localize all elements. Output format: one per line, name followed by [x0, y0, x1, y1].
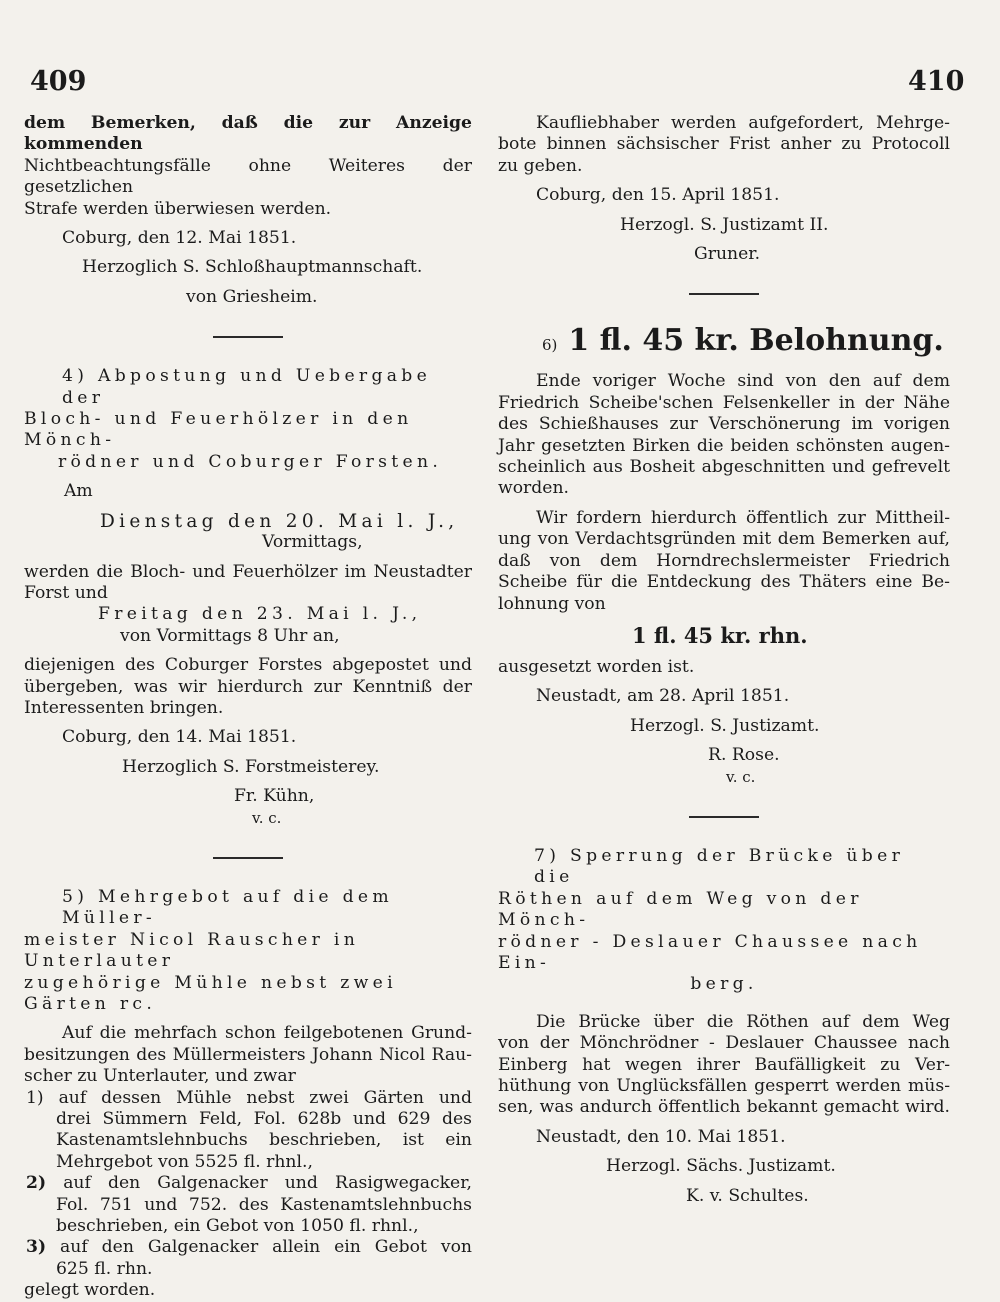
section-heading: rödner und Coburger Forsten. [58, 451, 443, 472]
text-line: hüthung von Unglücksfällen gesperrt werden müs- [498, 1076, 950, 1096]
section-heading: Röthen auf dem Weg von der Mönch- [498, 888, 863, 931]
left-column [24, 113, 472, 1302]
list-item: 2) auf den Galgenacker und Rasigwegacker, Fol. 751 und 752. des Kastenamtslehnbuchs beschrieben, ein Gebot von 1050 fl. rhnl., [26, 1173, 472, 1237]
signature-line: K. v. Schultes. [686, 1185, 809, 1206]
text-line: werden die Bloch- und Feuerhölzer im Neustadter [24, 561, 472, 582]
text-line: ausgesetzt worden ist. [498, 656, 695, 677]
authority-line: Herzogl. S. Justizamt. [630, 715, 820, 736]
text-line: Jahr gesetzten Birken die beiden schönsten augen- [498, 435, 950, 456]
text-line: Auf die mehrfach schon feilgebotenen Grund- [62, 1023, 472, 1044]
vc-mark: v. c. [252, 808, 282, 827]
date-line: Coburg, den 12. Mai 1851. [62, 228, 297, 249]
text-line: des Schießhauses zur Verschönerung im vorigen [498, 414, 950, 435]
text-line: Einberg hat wegen ihrer Baufälligkeit zu Ver- [498, 1054, 950, 1075]
text-line: Kaufliebhaber werden aufgefordert, Mehrge- [536, 113, 950, 133]
text-line: Friedrich Scheibe'schen Felsenkeller in der Nähe [498, 392, 950, 413]
section-heading: rödner - Deslauer Chaussee nach Ein- [498, 931, 922, 973]
section-heading: 5) Mehrgebot auf die dem Müller- [62, 886, 394, 929]
date-heading: Freitag den 23. Mai l. J., [98, 604, 422, 625]
text-line: Ende voriger Woche sind von den auf dem [536, 371, 950, 392]
date-line: Coburg, den 14. Mai 1851. [62, 727, 297, 748]
text-line: Die Brücke über die Röthen auf dem Weg [536, 1011, 950, 1032]
text-line: Wir fordern hierdurch öffentlich zur Mittheil- [536, 507, 950, 528]
text-line: besitzungen des Müllermeisters Johann Nicol Rau- [24, 1044, 472, 1065]
authority-line: Herzoglich S. Forstmeisterey. [122, 756, 380, 777]
text-line: diejenigen des Coburger Forstes abgepostet und [24, 655, 472, 676]
text-line: Scheibe für die Entdeckung des Thäters eine Be- [498, 572, 950, 593]
signature-line: von Griesheim. [186, 286, 318, 307]
text-line: gelegt worden. [24, 1280, 156, 1301]
signature-line: Gruner. [694, 244, 761, 265]
signature-line: Fr. Kühn, [234, 786, 315, 807]
text-line: Forst und [24, 582, 108, 603]
text-line: ung von Verdachtsgründen mit dem Bemerken auf, [498, 529, 950, 550]
right-column [498, 113, 950, 1207]
reward-amount: 1 fl. 45 kr. rhn. [632, 622, 808, 648]
section-heading: 7) Sperrung der Brücke über die [534, 845, 905, 888]
text-line: scheinlich aus Bosheit abgeschnitten und gefrevelt [498, 457, 950, 478]
date-heading: Dienstag den 20. Mai l. J., [100, 510, 459, 532]
date-line: Coburg, den 15. April 1851. [536, 185, 780, 206]
text-line: übergeben, was wir hierdurch zur Kenntniß der [24, 676, 472, 697]
section-heading: zugehörige Mühle nebst zwei Gärten rc. [24, 972, 397, 1014]
text-line: von Vormittags 8 Uhr an, [120, 625, 340, 646]
text-line: daß von dem Horndrechslermeister Friedrich [498, 550, 950, 571]
section-heading: Bloch- und Feuerhölzer in den Mönch- [24, 409, 413, 451]
section-heading: berg. [690, 974, 758, 995]
text-line: Am [64, 481, 93, 502]
text-line: Nichtbeachtungsfälle ohne Weiteres der gesetzlichen [24, 155, 472, 198]
section-heading: 4) Abpostung und Uebergabe der [62, 366, 432, 408]
vc-mark: v. c. [726, 767, 756, 786]
text-line: Vormittags, [262, 532, 363, 553]
text-line: zu geben. [498, 155, 583, 176]
text-line: Interessenten bringen. [24, 697, 224, 718]
text-line: Strafe werden überwiesen werden. [24, 198, 332, 219]
list-item: 3) auf den Galgenacker allein ein Gebot von 625 fl. rhn. [26, 1237, 472, 1279]
text-line: sen, was andurch öffentlich bekannt gemacht wird. [498, 1097, 950, 1118]
text-line: dem Bemerken, daß die zur Anzeige kommenden [24, 113, 472, 155]
text-line: von der Mönchrödner - Deslauer Chaussee nach [498, 1033, 950, 1054]
page-number-left: 409 [30, 66, 87, 97]
text-line: worden. [498, 478, 569, 499]
authority-line: Herzogl. Sächs. Justizamt. [606, 1156, 836, 1177]
signature-line: R. Rose. [708, 745, 780, 766]
date-line: Neustadt, am 28. April 1851. [536, 686, 790, 707]
date-line: Neustadt, den 10. Mai 1851. [536, 1126, 786, 1147]
authority-line: Herzogl. S. Justizamt II. [620, 214, 829, 235]
text-line: scher zu Unterlauter, und zwar [24, 1066, 296, 1087]
text-line: lohnung von [498, 593, 606, 614]
list-item: 1) auf dessen Mühle nebst zwei Gärten und drei Sümmern Feld, Fol. 628b und 629 des Kastenamtslehnbuchs beschrieben, ist ein Mehrgebot von 5525 fl. rhnl., [26, 1087, 472, 1172]
authority-line: Herzoglich S. Schloßhauptmannschaft. [82, 257, 423, 278]
section-heading: 6) 1 fl. 45 kr. Belohnung. [542, 323, 944, 359]
section-heading: meister Nicol Rauscher in Unterlauter [24, 929, 360, 972]
page-number-right: 410 [908, 66, 965, 97]
text-line: bote binnen sächsischer Frist anher zu Protocoll [498, 134, 950, 155]
